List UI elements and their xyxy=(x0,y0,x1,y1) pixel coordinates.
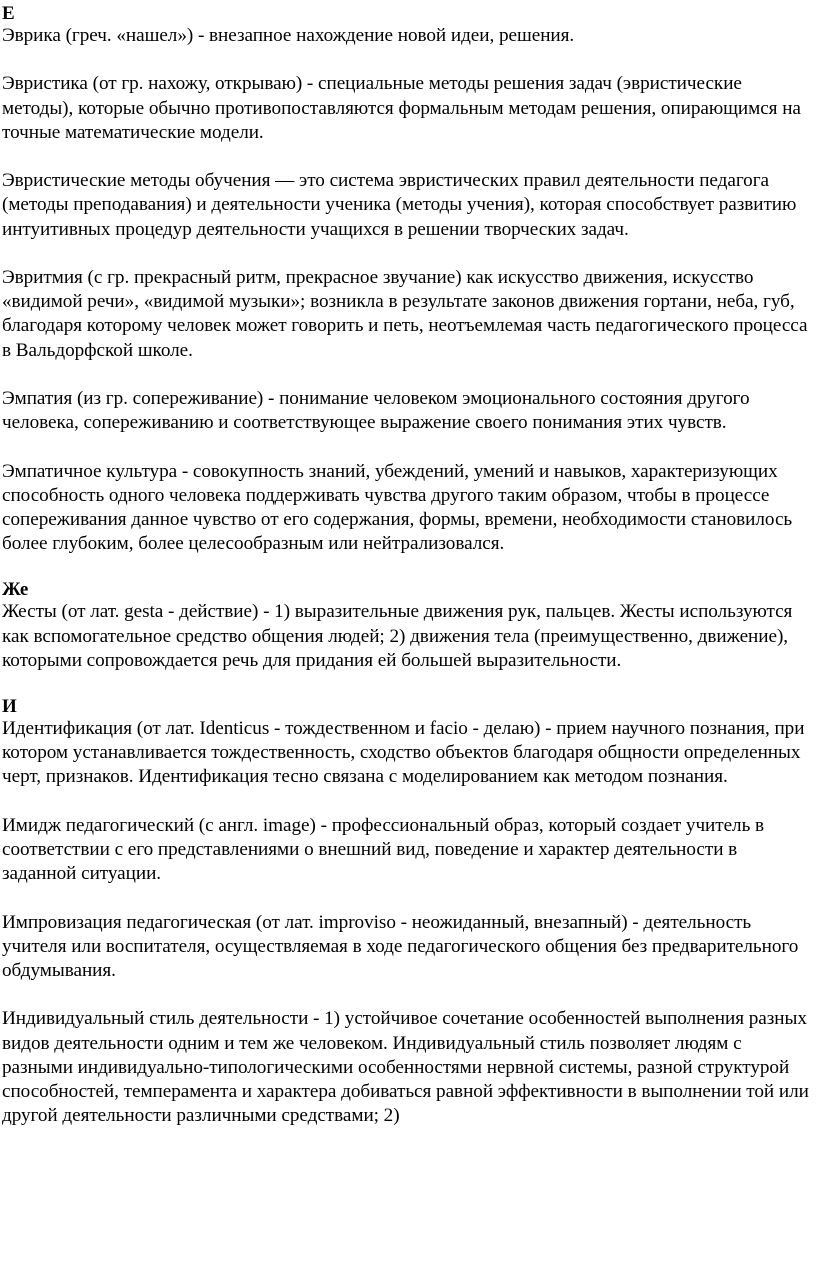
glossary-section-e xyxy=(2,4,814,556)
section-letter: Же xyxy=(2,579,29,601)
glossary-entry: Эмпатия (из гр. сопереживание) - понимание человеком эмоционального состояния другого человека, сопереживанию и соответствующее выражение своего понимания этих чувств. xyxy=(2,387,750,434)
glossary-entry: Индивидуальный стиль деятельности - 1) устойчивое сочетание особенностей выполнения разных видов деятельности одним и тем же человеком. Индивидуальный стиль позволяет людям с разными индивидуально-типологическими особенностями нервной системы, разной структурой способностей, темперамента и характера добиваться равной эффективности в выполнении той или другой деятельности различными средствами; 2) xyxy=(2,1008,809,1127)
glossary-section-zhe xyxy=(2,580,814,673)
glossary-entry: Жесты (от лат. gesta - действие) - 1) выразительные движения рук, пальцев. Жесты используются как вспомогательное средство общения людей; 2) движения тела (преимущественно, движение), которыми сопровождается речь для придания ей большей выразительности. xyxy=(2,601,793,671)
glossary-entry: Эвритмия (с гр. прекрасный ритм, прекрасное звучание) как искусство движения, искусство «видимой речи», «видимой музыки»; возникла в результате законов движения гортани, неба, губ, благодаря которому человек может говорить и петь, неотъемлемая часть педагогического процесса в Вальдорфской школе. xyxy=(2,266,808,361)
glossary-entry: Эвристика (от гр. нахожу, открываю) - специальные методы решения задач (эвристические методы), которые обычно противопоставляются формальным методам решения, опирающимся на точные математические модели. xyxy=(2,73,801,143)
glossary-entry: Имидж педагогический (с англ. image) - профессиональный образ, который создает учитель в соответствии с его представлениями о внешний вид, поведение и характер деятельности в заданной ситуации. xyxy=(2,814,765,885)
glossary-entry: Импровизация педагогическая (от лат. improviso - неожиданный, внезапный) - деятельность учителя или воспитателя, осуществляемая в ходе педагогического общения без предварительного обдумывания. xyxy=(2,911,799,981)
glossary-entry: Идентификация (от лат. Identicus - тождественном и facio - делаю) - прием научного познания, при котором устанавливается тождественность, сходство объектов благодаря общности определенных черт, признаков. Идентификация тесно связана с моделированием как методом познания. xyxy=(2,718,805,788)
glossary-entry: Эвристические методы обучения — это система эвристических правил деятельности педагога (методы преподавания) и деятельности ученика (методы учения), которая способствует развитию интуитивных процедур деятельности учащихся в решении творческих задач. xyxy=(2,170,797,240)
section-letter: И xyxy=(2,696,17,717)
glossary-entry: Эврика (греч. «нашел») - внезапное нахождение новой идеи, решения. xyxy=(2,25,575,46)
section-letter: Е xyxy=(2,3,15,24)
glossary-section-i xyxy=(2,697,814,1128)
glossary-entry: Эмпатичное культура - совокупность знаний, убеждений, умений и навыков, характеризующих способность одного человека поддерживать чувства другого таким образом, чтобы в процессе сопереживания данное чувство от его содержания, формы, времени, необходимости становилось более глубоким, более целесообразным или нейтрализовался. xyxy=(2,460,793,555)
glossary-content xyxy=(2,4,814,1128)
